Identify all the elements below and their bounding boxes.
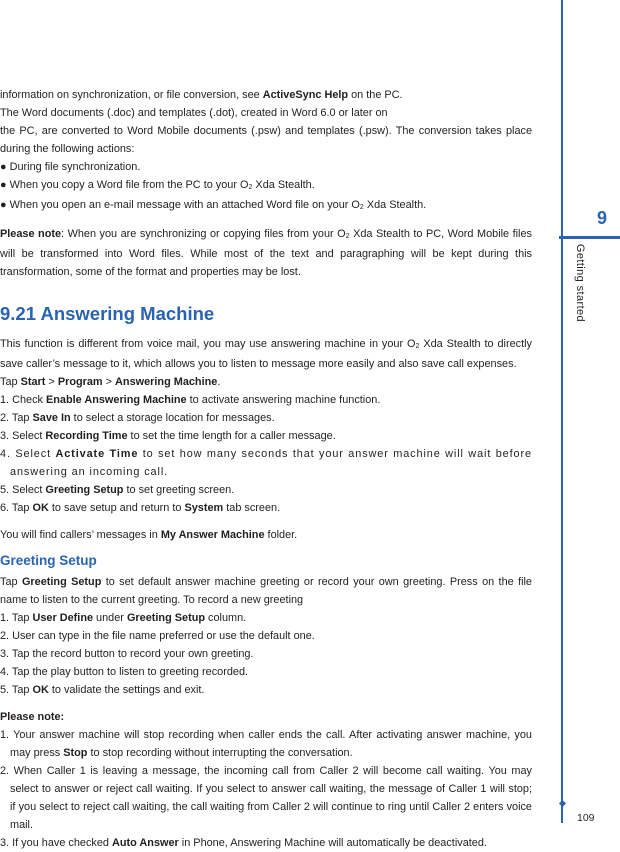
note-item: 2. When Caller 1 is leaving a message, the incoming call from Caller 2 will become call waiting. You may select to answer or reject call waiting. If you select to answer call waiting, the message of Caller 1 will stop; if you select to reject call waiting, the call waiting from Caller 2 will continue to ring until Caller 2 enters voice mail. [0, 765, 532, 831]
greeting-step: 5. Tap OK to validate the settings and exit. [0, 684, 205, 696]
greeting-step: 2. User can type in the file name preferred or use the default one. [0, 630, 315, 642]
tap-path: Tap Start > Program > Answering Machine. [0, 376, 221, 388]
page-content [0, 86, 532, 852]
greeting-intro: Tap Greeting Setup to set default answer machine greeting or record your own greeting. Press on the file name to listen to the current greeting. To record a new greeting [0, 576, 532, 606]
section-intro: This function is different from voice mail, you may use answering machine in your $O_2$ Xda Stealth to directly save caller’s message to it, which allows you to listen to message more easily and also save call expenses. [0, 338, 532, 370]
chapter-number: 9 [596, 208, 607, 228]
step-item: 1. Check Enable Answering Machine to activate answering machine function. [0, 394, 381, 406]
greeting-title: Greeting Setup [0, 553, 97, 568]
step-item: 3. Select Recording Time to set the time length for a caller message. [0, 430, 336, 442]
chapter-tab-rule [559, 236, 620, 239]
step-item: 4. Select Activate Time to set how many seconds that your answer machine will wait before answering an incoming call. [0, 448, 532, 478]
note-label: Please note [0, 228, 62, 240]
intro-line-3: the PC, are converted to Word Mobile documents (.psw) and templates (.psw). The conversion takes place during the following actions: [0, 125, 532, 155]
note-item: 3. If you have checked Auto Answer in Phone, Answering Machine will automatically be deactivated. [0, 837, 487, 849]
intro-line-2: The Word documents (.doc) and templates (.dot), created in Word 6.0 or later on [0, 107, 388, 119]
step-item: 2. Tap Save In to select a storage location for messages. [0, 412, 275, 424]
note-heading: Please note: [0, 711, 65, 723]
bullet-item: ● When you open an e-mail message with an attached Word file on your $O_2$ Xda Stealth. [0, 199, 427, 211]
sidebar-rule [561, 0, 563, 823]
chapter-title: Getting started [574, 243, 586, 323]
step-item: 5. Select Greeting Setup to set greeting screen. [0, 484, 235, 496]
bullet-item: ● During file synchronization. [0, 161, 141, 173]
sync-note: Please note: When you are synchronizing or copying files from your $O_2$ Xda Stealth to PC, Word Mobile files will be transformed into Word files. While most of the text and paragraphing will be kept during this transformation, some of the format and properties may be lost. [0, 228, 532, 278]
page-number: 109 [577, 812, 595, 824]
greeting-step: 4. Tap the play button to listen to greeting recorded. [0, 666, 249, 678]
greeting-step: 3. Tap the record button to record your own greeting. [0, 648, 254, 660]
find-messages: You will find callers’ messages in My Answer Machine folder. [0, 529, 298, 541]
intro-line-1: information on synchronization, or file conversion, see ActiveSync Help on the PC. [0, 89, 403, 101]
section-title: 9.21 Answering Machine [0, 303, 215, 324]
step-item: 6. Tap OK to save setup and return to System tab screen. [0, 502, 281, 514]
bullet-item: ● When you copy a Word file from the PC to your $O_2$ Xda Stealth. [0, 179, 315, 191]
greeting-step: 1. Tap User Define under Greeting Setup column. [0, 612, 247, 624]
activesync-help-term: ActiveSync Help [262, 89, 349, 101]
note-item: 1. Your answer machine will stop recording when caller ends the call. After activating answer machine, you may press Stop to stop recording without interrupting the conversation. [0, 729, 532, 759]
